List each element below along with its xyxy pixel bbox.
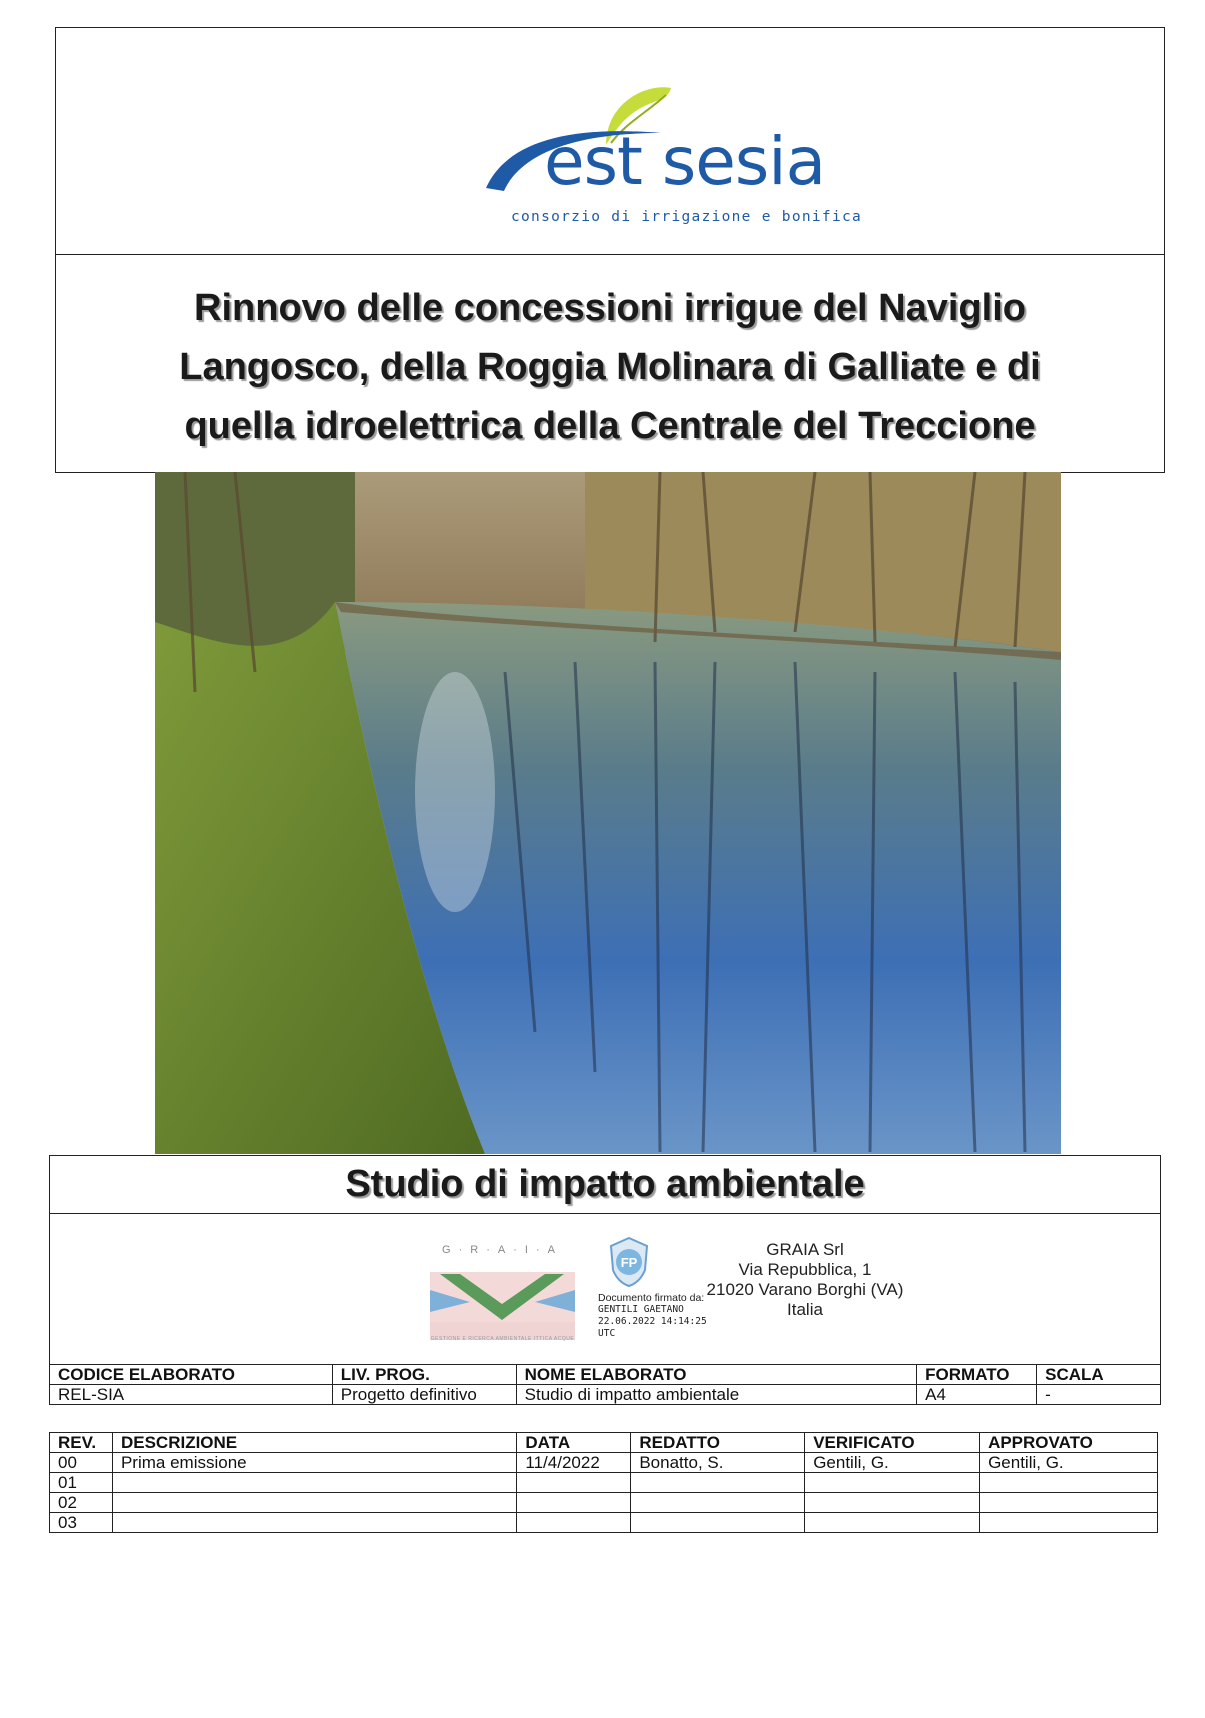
signer-name: GENTILI GAETANO	[598, 1304, 684, 1315]
title-section	[55, 254, 1165, 473]
table-cell: 01	[50, 1473, 113, 1493]
table-header-cell: DATA	[517, 1433, 631, 1453]
table-cell	[980, 1513, 1158, 1533]
table-row	[50, 1385, 1161, 1405]
table-header-cell: LIV. PROG.	[332, 1365, 516, 1385]
company-street: Via Repubblica, 1	[738, 1260, 872, 1279]
brand-tagline: consorzio di irrigazione e bonifica	[511, 209, 863, 225]
document-subtitle: Studio di impatto ambientale	[345, 1163, 865, 1205]
table-cell: 03	[50, 1513, 113, 1533]
signature-timestamp: 22.06.2022 14:14:25	[598, 1316, 707, 1327]
canal-landscape-image	[155, 472, 1061, 1154]
table-row	[50, 1473, 1158, 1493]
table-header-cell: FORMATO	[917, 1365, 1037, 1385]
canal-photo	[155, 472, 1061, 1154]
company-city: 21020 Varano Borghi (VA)	[706, 1280, 904, 1299]
revision-table	[49, 1432, 1158, 1533]
table-cell	[805, 1493, 980, 1513]
table-header-row	[50, 1365, 1161, 1385]
table-cell: Gentili, G.	[805, 1453, 980, 1473]
title-line-3: quella idroelettrica della Centrale del Treccione	[184, 405, 1036, 447]
table-header-cell: APPROVATO	[980, 1433, 1158, 1453]
table-cell	[517, 1473, 631, 1493]
table-cell	[631, 1513, 805, 1533]
company-country: Italia	[787, 1300, 823, 1319]
table-cell: Prima emissione	[112, 1453, 516, 1473]
table-row	[50, 1513, 1158, 1533]
est-sesia-logo	[486, 83, 863, 243]
table-cell: 00	[50, 1453, 113, 1473]
graia-caption: GESTIONE E RICERCA AMBIENTALE ITTICA ACQUE	[430, 1336, 575, 1342]
table-cell: Bonatto, S.	[631, 1453, 805, 1473]
table-cell	[631, 1473, 805, 1493]
table-row	[50, 1453, 1158, 1473]
table-cell	[517, 1493, 631, 1513]
table-cell: -	[1037, 1385, 1161, 1405]
table-cell	[112, 1513, 516, 1533]
company-name: GRAIA Srl	[766, 1240, 844, 1259]
signature-timezone: UTC	[598, 1328, 616, 1339]
document-title	[56, 279, 1164, 456]
graia-letters: G·R·A·I·A	[442, 1244, 563, 1256]
svg-text:FP: FP	[620, 1255, 638, 1270]
author-section	[49, 1213, 1161, 1365]
signature-label: Documento firmato da:	[598, 1292, 705, 1304]
table-cell: Gentili, G.	[980, 1453, 1158, 1473]
table-cell	[980, 1493, 1158, 1513]
table-cell	[112, 1473, 516, 1493]
table-row	[50, 1493, 1158, 1513]
document-code-table	[49, 1364, 1161, 1405]
table-cell: REL-SIA	[50, 1385, 333, 1405]
table-cell: 02	[50, 1493, 113, 1513]
logo-section	[55, 27, 1165, 255]
brand-name: est sesia	[544, 123, 826, 200]
table-header-row	[50, 1433, 1158, 1453]
table-cell	[805, 1513, 980, 1533]
table-cell	[631, 1493, 805, 1513]
table-cell	[980, 1473, 1158, 1493]
table-header-cell: NOME ELABORATO	[516, 1365, 917, 1385]
title-line-1: Rinnovo delle concessioni irrigue del Naviglio	[194, 287, 1026, 329]
company-address	[690, 1240, 920, 1320]
table-header-cell: VERIFICATO	[805, 1433, 980, 1453]
table-header-cell: CODICE ELABORATO	[50, 1365, 333, 1385]
table-cell	[517, 1513, 631, 1533]
table-header-cell: SCALA	[1037, 1365, 1161, 1385]
table-header-cell: REDATTO	[631, 1433, 805, 1453]
table-cell	[805, 1473, 980, 1493]
subtitle-section	[49, 1155, 1161, 1214]
table-cell: 11/4/2022	[517, 1453, 631, 1473]
table-cell: Progetto definitivo	[332, 1385, 516, 1405]
digital-signature-shield-icon	[607, 1236, 651, 1288]
graia-logo	[420, 1244, 585, 1354]
table-header-cell: REV.	[50, 1433, 113, 1453]
title-line-2: Langosco, della Roggia Molinara di Galliate e di	[179, 346, 1041, 388]
table-cell: Studio di impatto ambientale	[516, 1385, 917, 1405]
table-cell	[112, 1493, 516, 1513]
table-header-cell: DESCRIZIONE	[112, 1433, 516, 1453]
table-cell: A4	[917, 1385, 1037, 1405]
